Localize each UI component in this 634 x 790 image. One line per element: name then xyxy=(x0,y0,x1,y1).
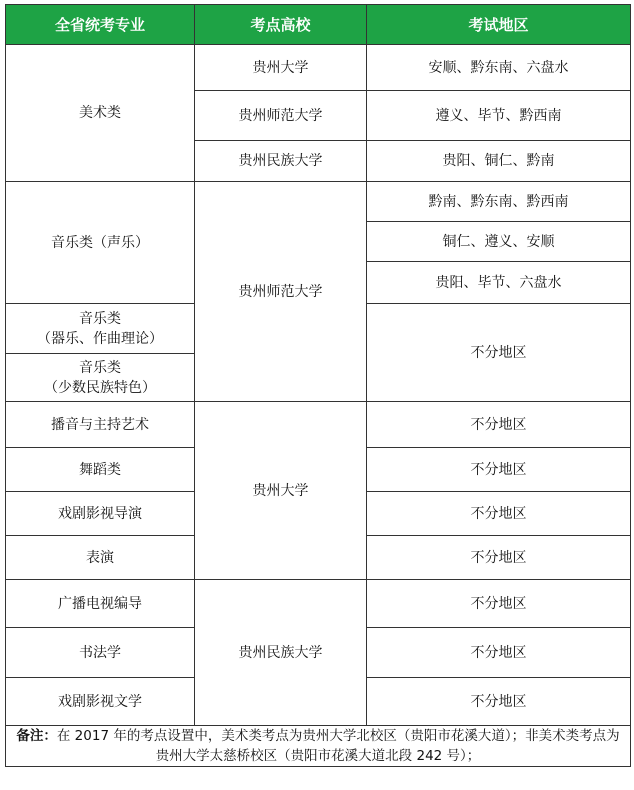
region-cell: 不分地区 xyxy=(367,536,631,580)
major-line: （少数民族特色） xyxy=(44,379,156,396)
major-line: 音乐类 xyxy=(79,310,121,327)
region-cell: 黔南、黔东南、黔西南 xyxy=(367,182,631,222)
major-line: 音乐类 xyxy=(79,359,121,376)
major-cell: 书法学 xyxy=(6,628,195,678)
note-label: 备注： xyxy=(16,728,57,744)
region-cell: 遵义、毕节、黔西南 xyxy=(367,91,631,141)
school-cell: 贵州民族大学 xyxy=(195,141,367,182)
major-line: （器乐、作曲理论） xyxy=(37,330,163,347)
region-cell: 不分地区 xyxy=(367,628,631,678)
region-cell: 不分地区 xyxy=(367,402,631,448)
major-cell: 播音与主持艺术 xyxy=(6,402,195,448)
header-school: 考点高校 xyxy=(195,5,367,45)
table-header-row xyxy=(6,5,631,45)
major-art: 美术类 xyxy=(6,45,195,182)
region-cell: 贵阳、铜仁、黔南 xyxy=(367,141,631,182)
major-cell: 舞蹈类 xyxy=(6,448,195,492)
region-cell: 贵阳、毕节、六盘水 xyxy=(367,262,631,304)
region-cell: 安顺、黔东南、六盘水 xyxy=(367,45,631,91)
table-row xyxy=(6,45,631,91)
school-gzmu: 贵州民族大学 xyxy=(195,580,367,726)
table-row xyxy=(6,182,631,222)
header-region: 考试地区 xyxy=(367,5,631,45)
table-row xyxy=(6,580,631,628)
region-cell: 不分地区 xyxy=(367,304,631,402)
note-row xyxy=(6,726,631,767)
region-cell: 不分地区 xyxy=(367,448,631,492)
major-cell: 表演 xyxy=(6,536,195,580)
region-cell: 不分地区 xyxy=(367,492,631,536)
note-text: 在 2017 年的考点设置中，美术类考点为贵州大学北校区（贵阳市花溪大道）；非美术类考点为贵州大学太慈桥校区（贵阳市花溪大道北段 242 号）； xyxy=(56,728,620,764)
major-cell: 广播电视编导 xyxy=(6,580,195,628)
table-row xyxy=(6,402,631,448)
major-music-ethnic xyxy=(6,354,195,402)
school-cell: 贵州师范大学 xyxy=(195,91,367,141)
note-cell xyxy=(6,726,631,767)
school-cell: 贵州大学 xyxy=(195,45,367,91)
school-gzu: 贵州大学 xyxy=(195,402,367,580)
region-cell: 铜仁、遵义、安顺 xyxy=(367,222,631,262)
header-major: 全省统考专业 xyxy=(6,5,195,45)
major-cell: 戏剧影视文学 xyxy=(6,678,195,726)
exam-table-container xyxy=(5,4,630,767)
major-music-vocal: 音乐类（声乐） xyxy=(6,182,195,304)
exam-venue-table xyxy=(5,4,631,767)
region-cell: 不分地区 xyxy=(367,678,631,726)
major-music-instrument xyxy=(6,304,195,354)
school-music: 贵州师范大学 xyxy=(195,182,367,402)
major-cell: 戏剧影视导演 xyxy=(6,492,195,536)
region-cell: 不分地区 xyxy=(367,580,631,628)
